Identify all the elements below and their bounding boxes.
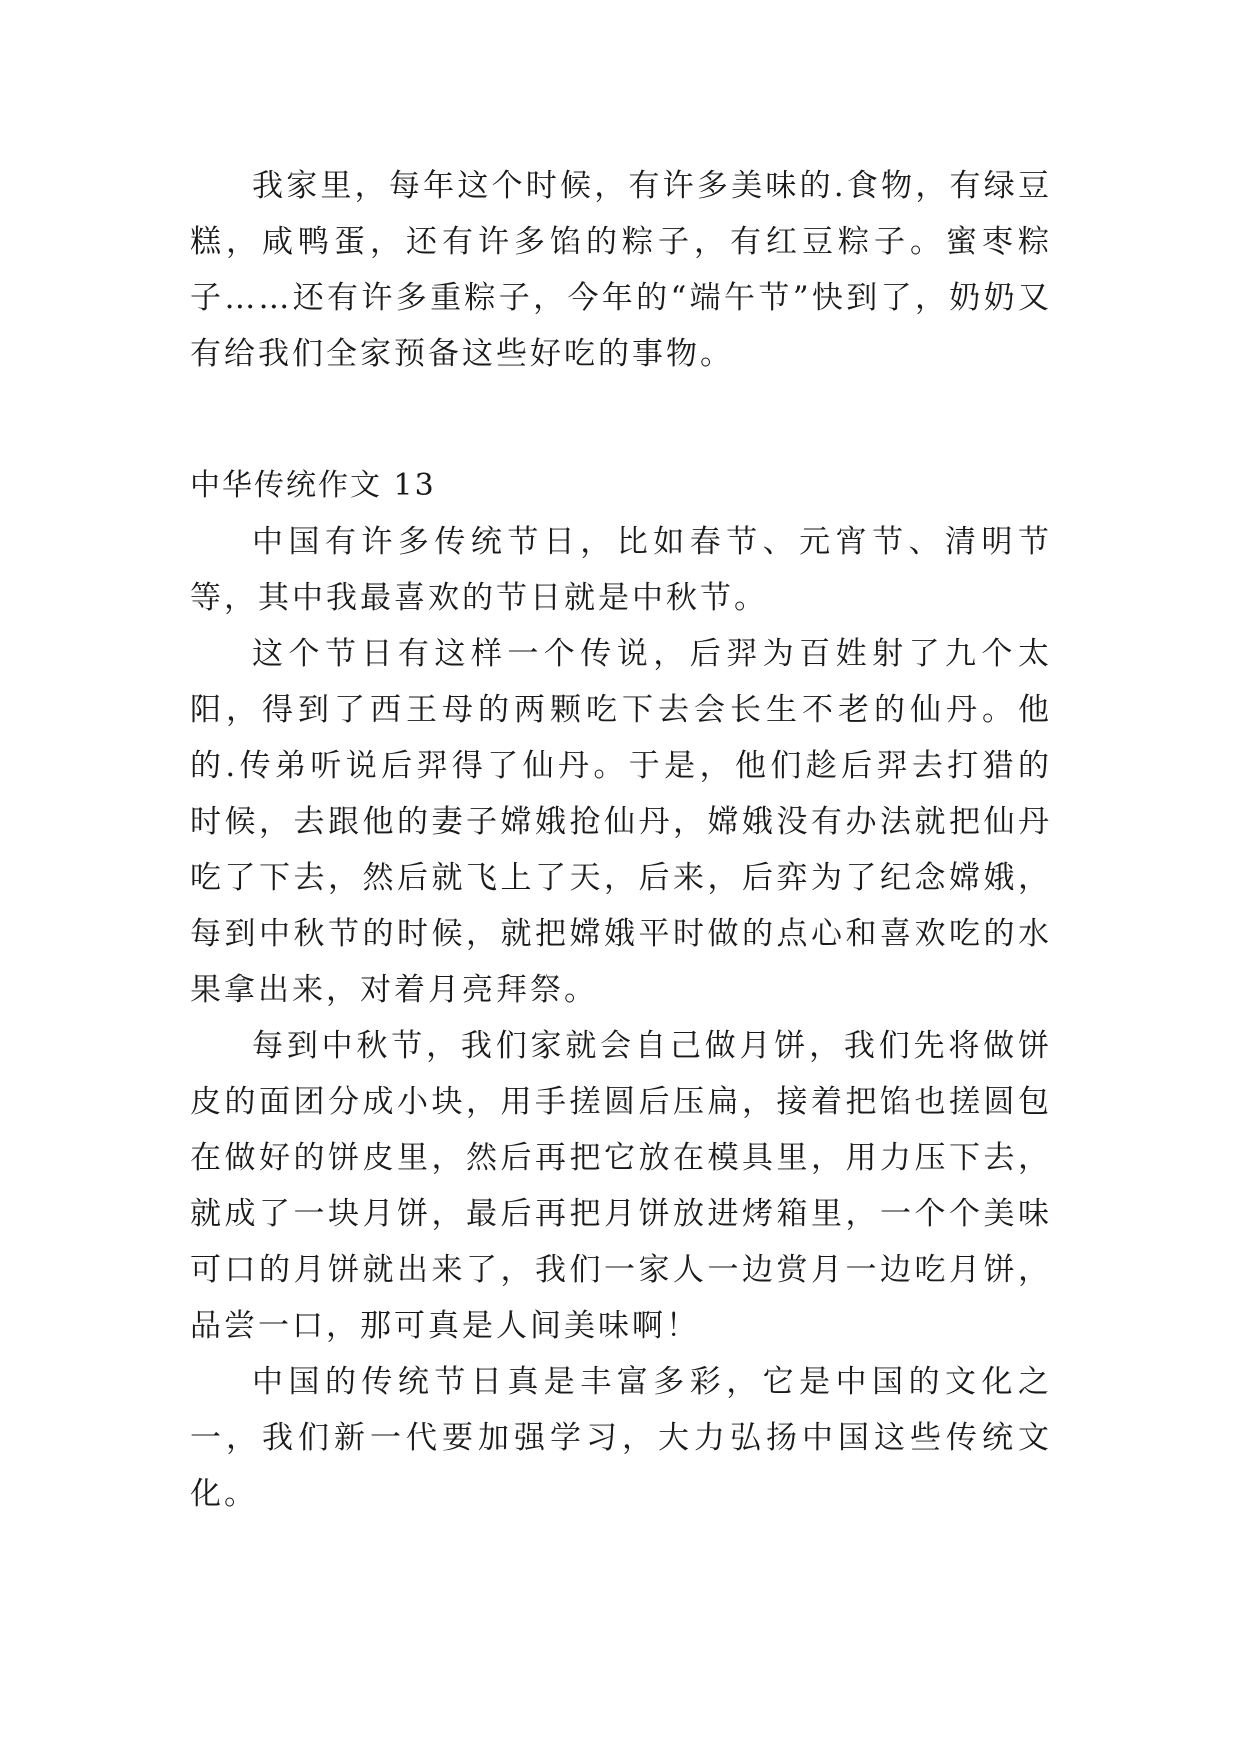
paragraph-3: 每到中秋节，我们家就会自己做月饼，我们先将做饼皮的面团分成小块，用手搓圆后压扁，接着把馅也搓圆包在做好的饼皮里，然后再把它放在模具里，用力压下去，就成了一块月饼，最后再把月饼放进烤箱里，一个个美味可口的月饼就出来了，我们一家人一边赏月一边吃月饼，品尝一口，那可真是人间美味啊！ bbox=[190, 1028, 1052, 1344]
intro-paragraph: 我家里，每年这个时候，有许多美味的.食物，有绿豆糕，咸鸭蛋，还有许多馅的粽子，有红豆粽子。蜜枣粽子……还有许多重粽子，今年的“端午节”快到了，奶奶又有给我们全家预备这些好吃的事物。 bbox=[190, 168, 1052, 372]
paragraph-2: 这个节日有这样一个传说，后羿为百姓射了九个太阳，得到了西王母的两颗吃下去会长生不老的仙丹。他的.传弟听说后羿得了仙丹。于是，他们趁后羿去打猎的时候，去跟他的妻子嫦娥抢仙丹，嫦娥没有办法就把仙丹吃了下去，然后就飞上了天，后来，后弈为了纪念嫦娥，每到中秋节的时候，就把嫦娥平时做的点心和喜欢吃的水果拿出来，对着月亮拜祭。 bbox=[190, 636, 1052, 1008]
section-title: 中华传统作文 13 bbox=[190, 468, 436, 503]
paragraph-1: 中国有许多传统节日，比如春节、元宵节、清明节等，其中我最喜欢的节日就是中秋节。 bbox=[190, 524, 1052, 616]
document-body bbox=[190, 158, 1052, 1522]
paragraph-4: 中国的传统节日真是丰富多彩，它是中国的文化之一，我们新一代要加强学习，大力弘扬中国这些传统文化。 bbox=[190, 1364, 1052, 1512]
